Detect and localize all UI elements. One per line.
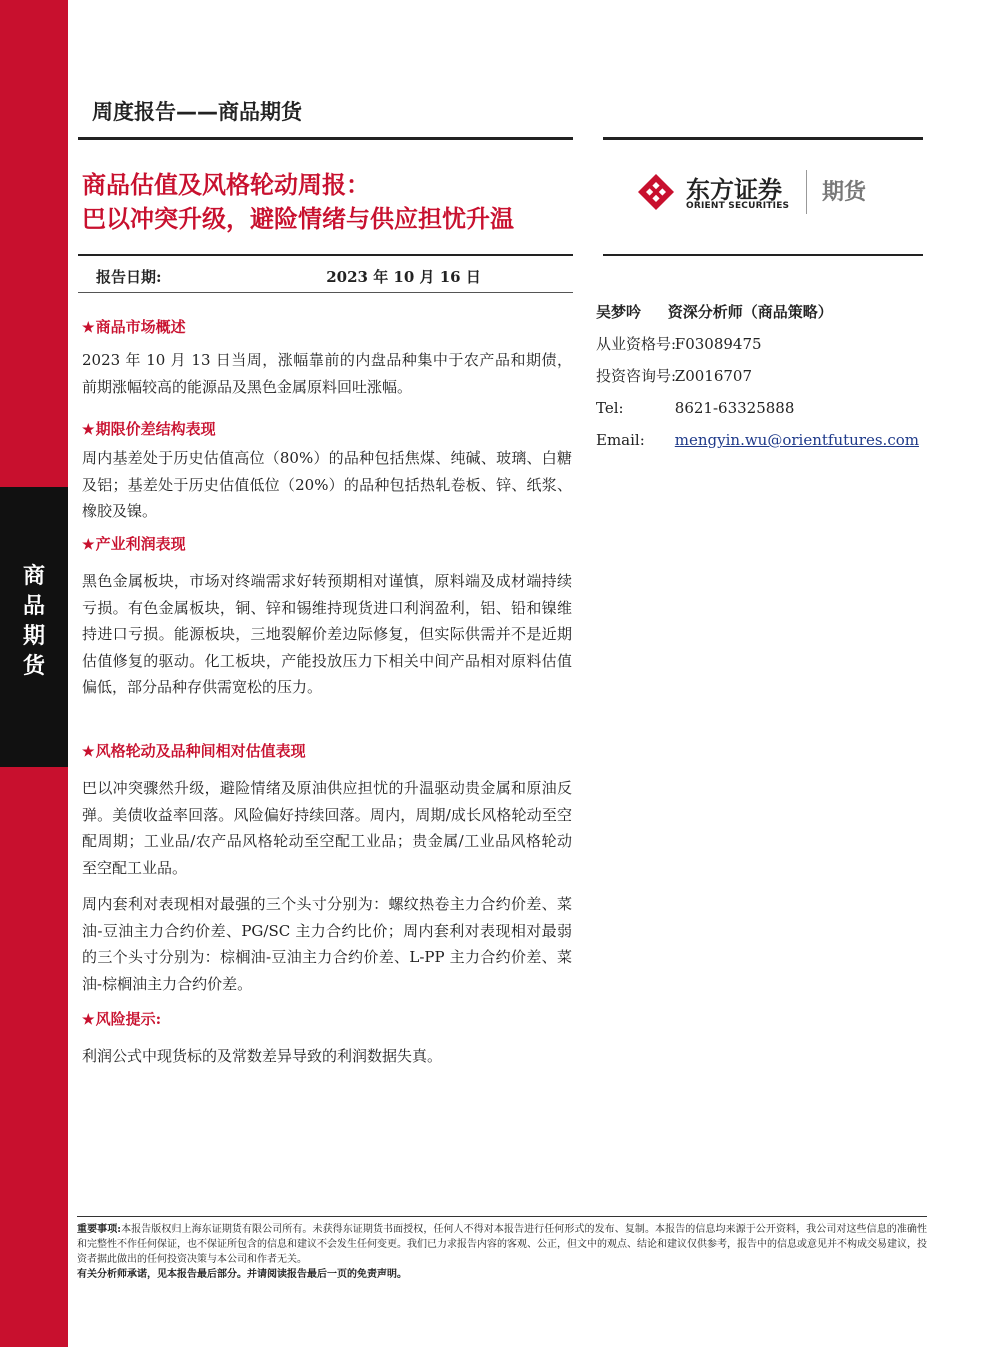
analyst-name-row <box>596 300 926 332</box>
section-basis-structure <box>82 418 572 525</box>
section-text-1: 巴以冲突骤然升级，避险情绪及原油供应担忧的升温驱动贵金属和原油反弹。美债收益率回落。风险偏好持续回落。周内，周期/成长风格轮动至空配周期；工业品/农产品风格轮动至空配工业品；贵金属/工业品风格轮动至空配工业品。 <box>82 779 572 877</box>
report-title <box>82 168 582 236</box>
disclaimer-body: 本报告版权归上海东证期货有限公司所有。未获得东证期货书面授权，任何人不得对本报告进行任何形式的发布、复制。本报告的信息均来源于公开资料，我公司对这些信息的准确性和完整性不作任何保证，也不保证所包含的信息和建议不会发生任何变更。我们已力求报告内容的客观、公正，但文中的观点、结论和建议仅供参考，报告中的信息或意见并不构成交易建议，投资者据此做出的任何投资决策与本公司和作者无关。 <box>77 1224 927 1265</box>
logo-name-en: ORIENT SECURITIES <box>686 201 790 211</box>
disclaimer <box>77 1222 927 1282</box>
section-heading: ★风险提示: <box>82 1010 162 1028</box>
email-link[interactable]: mengyin.wu@orientfutures.com <box>674 431 919 449</box>
disclaimer-rule <box>77 1216 927 1217</box>
category-tab-label: 商 品 期 货 <box>22 564 45 679</box>
date-rule-top <box>78 254 573 256</box>
analyst-info <box>596 300 926 460</box>
tel-label: Tel: <box>596 399 624 417</box>
section-market-overview <box>82 316 572 400</box>
report-date-label: 报告日期: <box>96 268 162 286</box>
analyst-advisory-row <box>596 364 926 396</box>
tel-value: 8621-63325888 <box>674 399 795 417</box>
title-line-2: 巴以冲突升级，避险情绪与供应担忧升温 <box>82 205 514 233</box>
section-heading: ★期限价差结构表现 <box>82 420 216 438</box>
section-heading: ★产业利润表现 <box>82 535 186 553</box>
company-logo <box>636 170 896 216</box>
section-text: 利润公式中现货标的及常数差异导致的利润数据失真。 <box>82 1047 443 1065</box>
orient-logo-icon <box>636 172 676 212</box>
star-icon: ★ <box>82 744 95 760</box>
star-icon: ★ <box>82 320 95 336</box>
analyst-name: 吴梦吟 <box>596 303 642 321</box>
right-rule <box>603 254 923 256</box>
logo-name-cn: 东方证券 <box>686 176 782 204</box>
logo-separator <box>806 170 807 214</box>
advisory-value: Z0016707 <box>674 367 753 385</box>
date-rule-bottom <box>78 292 573 293</box>
section-text: 2023 年 10 月 13 日当周，涨幅靠前的内盘品种集中于农产品和期债，前期涨幅较高的能源品及黑色金属原料回吐涨幅。 <box>82 351 572 396</box>
section-text-2: 周内套利对表现相对最强的三个头寸分别为：螺纹热卷主力合约价差、菜油-豆油主力合约价差、PG/SC 主力合约比价；周内套利对表现相对最弱的三个头寸分别为：棕榈油-豆油主力合约价差、L-PP 主力合约价差、菜油-棕榈油主力合约价差。 <box>82 895 572 993</box>
section-style-rotation <box>82 740 572 997</box>
logo-division: 期货 <box>822 180 867 205</box>
section-heading: ★风格轮动及品种间相对估值表现 <box>82 742 306 760</box>
star-icon: ★ <box>82 1012 95 1028</box>
analyst-email-row <box>596 428 926 460</box>
license-value: F03089475 <box>674 335 762 353</box>
header-rule-right <box>603 137 923 140</box>
section-risk-warning <box>82 1008 572 1070</box>
disclaimer-footer: 有关分析师承诺，见本报告最后部分。并请阅读报告最后一页的免责声明。 <box>77 1269 407 1280</box>
report-date <box>96 266 481 287</box>
disclaimer-label: 重要事项: <box>77 1224 121 1235</box>
advisory-label: 投资咨询号: <box>596 367 677 385</box>
section-industry-profit <box>82 533 572 701</box>
analyst-title: 资深分析师（商品策略） <box>667 303 833 321</box>
analyst-tel-row <box>596 396 926 428</box>
report-date-value: 2023 年 10 月 16 日 <box>326 268 481 286</box>
analyst-license-row <box>596 332 926 364</box>
star-icon: ★ <box>82 537 95 553</box>
section-heading: ★商品市场概述 <box>82 318 186 336</box>
license-label: 从业资格号: <box>596 335 677 353</box>
header-rule-left <box>78 137 573 140</box>
document-type: 周度报告——商品期货 <box>92 100 302 124</box>
section-text: 周内基差处于历史估值高位（80%）的品种包括焦煤、纯碱、玻璃、白糖及铝；基差处于历史估值低位（20%）的品种包括热轧卷板、锌、纸浆、橡胶及镍。 <box>82 449 572 520</box>
star-icon: ★ <box>82 422 95 438</box>
title-line-1: 商品估值及风格轮动周报： <box>82 171 370 199</box>
email-label: Email: <box>596 431 645 449</box>
section-text: 黑色金属板块，市场对终端需求好转预期相对谨慎，原料端及成材端持续亏损。有色金属板块，铜、锌和锡维持现货进口利润盈利，铝、铅和镍维持进口亏损。能源板块，三地裂解价差边际修复，但实际供需并不是近期估值修复的驱动。化工板块，产能投放压力下相关中间产品相对原料估值偏低，部分品种存供需宽松的压力。 <box>82 572 572 696</box>
